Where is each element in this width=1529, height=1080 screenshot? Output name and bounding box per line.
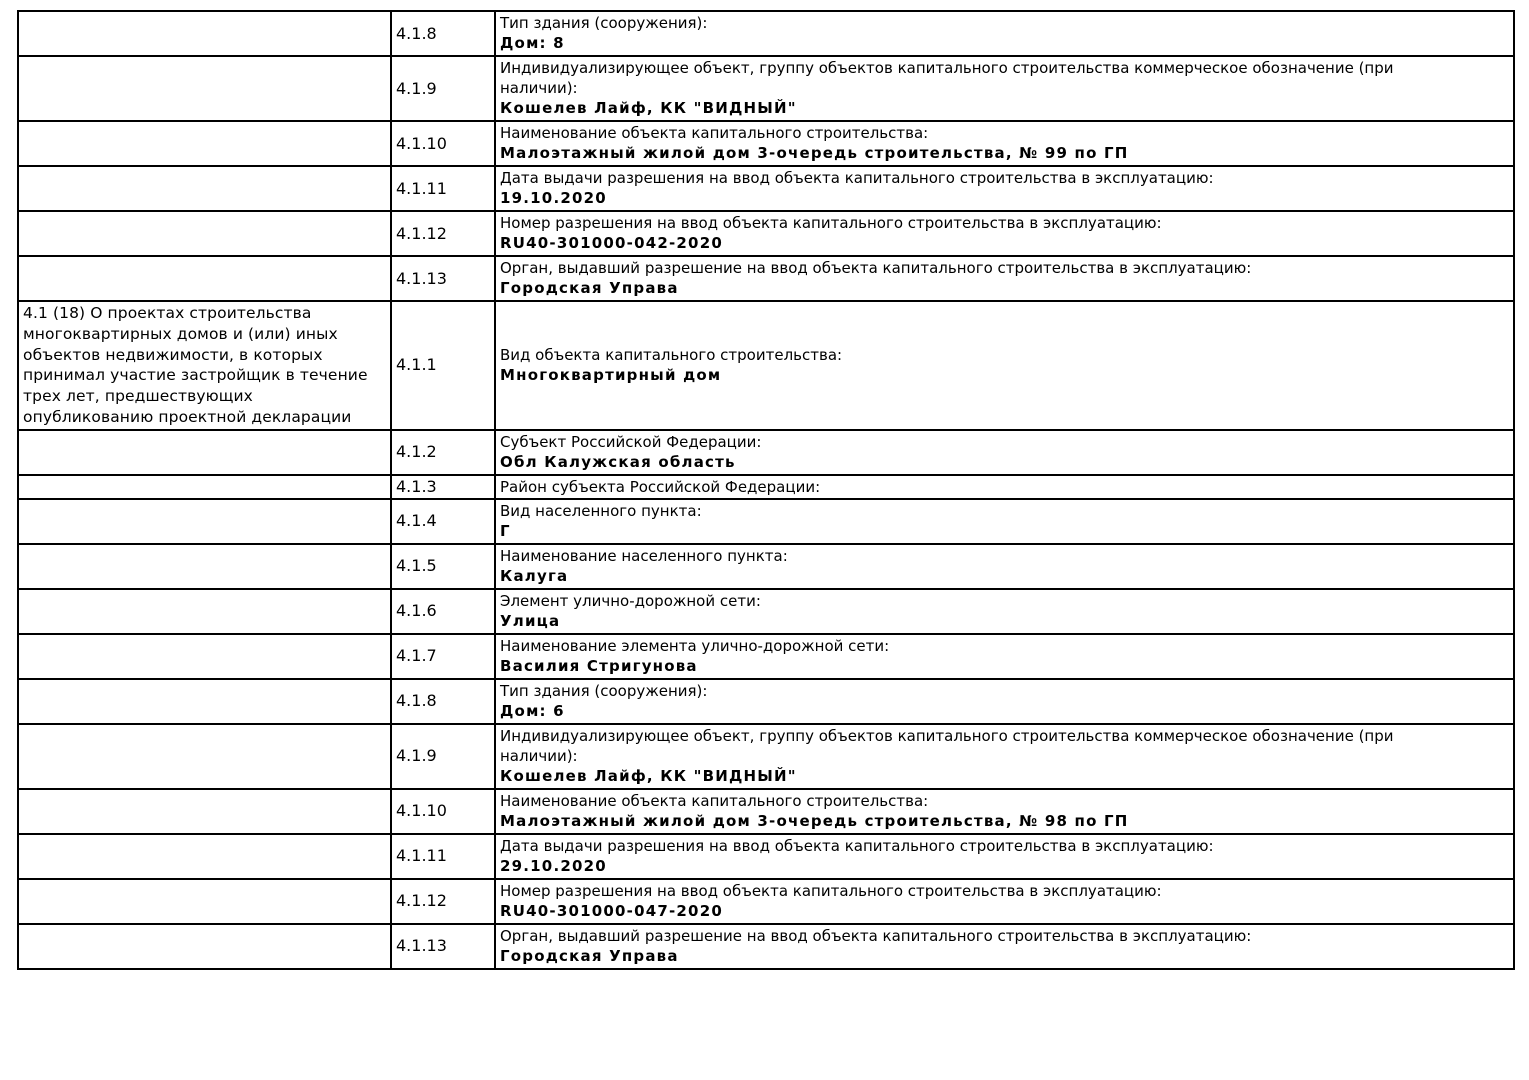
section-title-cell <box>18 475 391 499</box>
declaration-table <box>17 10 1515 970</box>
item-code-cell: 4.1.12 <box>391 879 495 924</box>
field-label: Элемент улично-дорожной сети: <box>500 591 761 610</box>
field-label: Орган, выдавший разрешение на ввод объекта капитального строительства в эксплуатацию: <box>500 259 1252 277</box>
table-row <box>18 256 1514 301</box>
item-content-cell <box>495 834 1514 879</box>
item-code-cell: 4.1.10 <box>391 121 495 166</box>
item-code-cell: 4.1.11 <box>391 834 495 879</box>
item-content-cell <box>495 430 1514 475</box>
table-row <box>18 789 1514 834</box>
table-row <box>18 679 1514 724</box>
table-row <box>18 499 1514 544</box>
table-row <box>18 634 1514 679</box>
table-row <box>18 544 1514 589</box>
section-title-cell <box>18 789 391 834</box>
field-value: Дом: 6 <box>500 701 565 720</box>
table-row <box>18 475 1514 499</box>
table-row <box>18 301 1514 430</box>
item-content-cell <box>495 211 1514 256</box>
field-value: Улица <box>500 611 561 630</box>
section-title-cell <box>18 166 391 211</box>
field-value: Г <box>500 521 511 540</box>
item-code-cell: 4.1.6 <box>391 589 495 634</box>
item-code-cell: 4.1.9 <box>391 56 495 121</box>
item-content-cell <box>495 475 1514 499</box>
field-value: RU40-301000-047-2020 <box>500 901 723 920</box>
field-value: Василия Стригунова <box>500 656 698 675</box>
section-title-cell <box>18 544 391 589</box>
field-value: Малоэтажный жилой дом 3-очередь строительства, № 98 по ГП <box>500 811 1129 830</box>
item-code-cell: 4.1.12 <box>391 211 495 256</box>
table-row <box>18 724 1514 789</box>
field-label: Номер разрешения на ввод объекта капитального строительства в эксплуатацию: <box>500 881 1162 900</box>
item-content-cell <box>495 301 1514 430</box>
item-code-cell: 4.1.5 <box>391 544 495 589</box>
declaration-table-body <box>18 11 1514 969</box>
section-title-cell <box>18 834 391 879</box>
table-row <box>18 121 1514 166</box>
field-label: Номер разрешения на ввод объекта капитального строительства в эксплуатацию: <box>500 214 1162 232</box>
field-label: Тип здания (сооружения): <box>500 681 708 700</box>
section-title-cell <box>18 679 391 724</box>
table-row <box>18 834 1514 879</box>
field-value: Многоквартирный дом <box>500 365 722 384</box>
section-title-cell: 4.1 (18) О проектах строительства многоквартирных домов и (или) иных объектов недвижимости, в которых принимал участие застройщик в течение трех лет, предшествующих опубликованию проектной декларации <box>18 301 391 430</box>
section-title-cell <box>18 499 391 544</box>
item-content-cell <box>495 11 1514 56</box>
field-value: RU40-301000-042-2020 <box>500 234 723 252</box>
item-code-cell: 4.1.7 <box>391 634 495 679</box>
field-label: Субъект Российской Федерации: <box>500 432 762 451</box>
table-row <box>18 589 1514 634</box>
item-content-cell <box>495 544 1514 589</box>
item-code-cell: 4.1.3 <box>391 475 495 499</box>
item-content-cell <box>495 789 1514 834</box>
item-content-cell <box>495 56 1514 121</box>
item-code-cell: 4.1.1 <box>391 301 495 430</box>
field-label: Район субъекта Российской Федерации: <box>500 477 821 496</box>
field-label: Орган, выдавший разрешение на ввод объекта капитального строительства в эксплуатацию: <box>500 926 1252 945</box>
field-label: Наименование элемента улично-дорожной сети: <box>500 636 890 655</box>
section-title-cell <box>18 879 391 924</box>
field-label: Дата выдачи разрешения на ввод объекта капитального строительства в эксплуатацию: <box>500 169 1214 187</box>
item-content-cell <box>495 121 1514 166</box>
field-value: Городская Управа <box>500 946 679 965</box>
field-value: Городская Управа <box>500 279 679 297</box>
item-code-cell: 4.1.11 <box>391 166 495 211</box>
item-code-cell: 4.1.8 <box>391 11 495 56</box>
item-content-cell <box>495 589 1514 634</box>
item-code-cell: 4.1.2 <box>391 430 495 475</box>
field-label: Тип здания (сооружения): <box>500 14 708 32</box>
item-code-cell: 4.1.9 <box>391 724 495 789</box>
section-title-cell <box>18 121 391 166</box>
section-title-cell <box>18 634 391 679</box>
section-title-cell <box>18 924 391 969</box>
item-content-cell <box>495 166 1514 211</box>
field-value: Кошелев Лайф, КК "ВИДНЫЙ" <box>500 99 797 117</box>
item-code-cell: 4.1.13 <box>391 924 495 969</box>
item-content-cell <box>495 679 1514 724</box>
table-row <box>18 56 1514 121</box>
field-label: Вид объекта капитального строительства: <box>500 345 843 364</box>
section-title-cell <box>18 56 391 121</box>
item-content-cell <box>495 879 1514 924</box>
item-content-cell <box>495 256 1514 301</box>
item-content-cell <box>495 499 1514 544</box>
field-value: Калуга <box>500 566 569 585</box>
item-content-cell <box>495 724 1514 789</box>
table-row <box>18 166 1514 211</box>
table-row <box>18 11 1514 56</box>
item-code-cell: 4.1.10 <box>391 789 495 834</box>
section-title-cell <box>18 724 391 789</box>
section-title-cell <box>18 256 391 301</box>
field-label: Индивидуализирующее объект, группу объектов капитального строительства коммерческое обозначение (при наличии): <box>500 59 1394 97</box>
item-code-cell: 4.1.4 <box>391 499 495 544</box>
item-content-cell <box>495 634 1514 679</box>
item-code-cell: 4.1.8 <box>391 679 495 724</box>
field-value: Дом: 8 <box>500 34 565 52</box>
table-row <box>18 211 1514 256</box>
item-code-cell: 4.1.13 <box>391 256 495 301</box>
section-title-cell <box>18 211 391 256</box>
section-title-cell <box>18 11 391 56</box>
table-row <box>18 430 1514 475</box>
field-value: Кошелев Лайф, КК "ВИДНЫЙ" <box>500 766 797 785</box>
field-value: 19.10.2020 <box>500 189 607 207</box>
table-row <box>18 879 1514 924</box>
field-label: Наименование объекта капитального строительства: <box>500 791 929 810</box>
field-value: Малоэтажный жилой дом 3-очередь строительства, № 99 по ГП <box>500 144 1129 162</box>
section-title-cell <box>18 430 391 475</box>
section-title-cell <box>18 589 391 634</box>
item-content-cell <box>495 924 1514 969</box>
field-label: Дата выдачи разрешения на ввод объекта капитального строительства в эксплуатацию: <box>500 836 1214 855</box>
field-value: Обл Калужская область <box>500 452 736 471</box>
field-label: Наименование населенного пункта: <box>500 546 788 565</box>
table-row <box>18 924 1514 969</box>
field-value: 29.10.2020 <box>500 856 607 875</box>
field-label: Вид населенного пункта: <box>500 501 702 520</box>
field-label: Индивидуализирующее объект, группу объектов капитального строительства коммерческое обозначение (при наличии): <box>500 726 1394 765</box>
field-label: Наименование объекта капитального строительства: <box>500 124 929 142</box>
